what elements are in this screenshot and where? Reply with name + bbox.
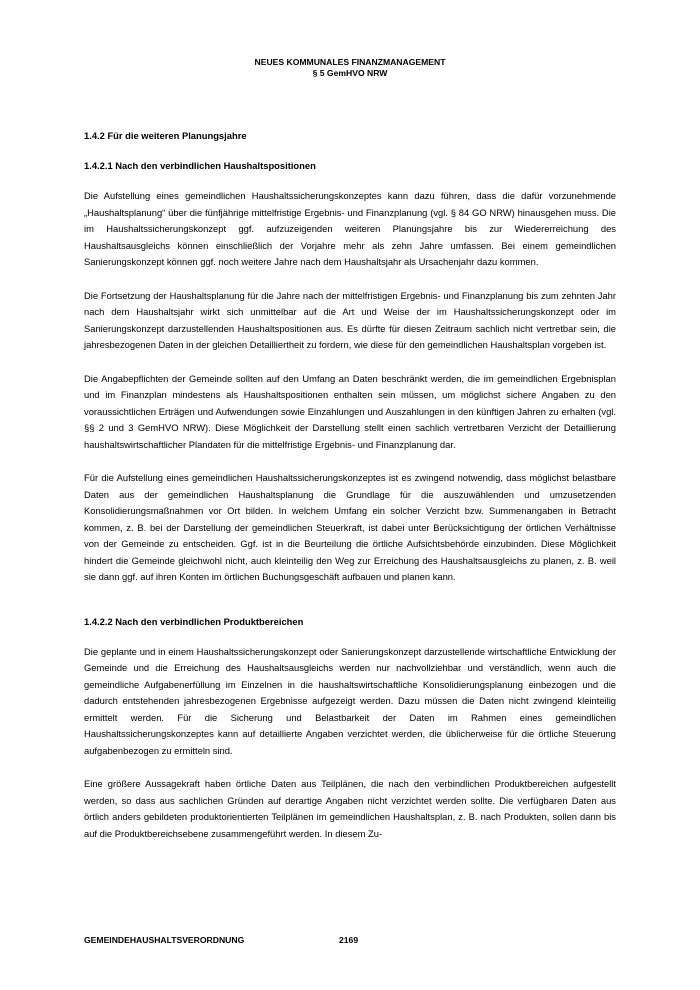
paragraph: Für die Aufstellung eines gemeindlichen Haushaltssicherungskonzeptes ist es zwingend notwendig, dass möglichst belastbare Daten aus der gemeindlichen Haushaltsplanung die Grundlage für die auszuwählenden und umzusetzenden Konsolidierungsmaßnahmen vor Ort bilden. In welchem Umfang ein solcher Verzicht bzw. Summenangaben in Betracht kommen, z. B. bei der Darstellung der gemeindlichen Steuerkraft, ist dabei unter Berücksichtigung der örtlichen Verhältnisse von der Gemeinde zu entscheiden. Ggf. ist in die Beurteilung die örtliche Aufsichtsbehörde einzubinden. Diese Möglichkeit hindert die Gemeinde gleichwohl nicht, auch kleinteilig den Weg zur Erreichung des Haushaltsausgleichs zu planen, z. B. weil sie dann ggf. auf ihren Konten im örtlichen Buchungsgeschäft aufbauen und planen kann. (84, 472, 616, 582)
page-number: 2169 (339, 935, 359, 945)
section-heading-1-4-2: 1.4.2 Für die weiteren Planungsjahre (84, 130, 247, 141)
paragraph: Die geplante und in einem Haushaltssicherungskonzept oder Sanierungskonzept darzustellende wirtschaftliche Entwicklung der Gemeinde und die Erreichung des Haushaltsausgleichs werden nur nachvollziehbar und verständlich, wenn auch die gemeindliche Aufgabenerfüllung im Einzelnen in die haushaltswirtschaftliche Konsolidierungsplanung einbezogen und die dadurch entstehenden jahresbezogenen Ergebnisse aufgezeigt werden. Dazu müssen die Daten nicht zwingend kleinteilig ermittelt werden. Für die Sicherung und Belastbarkeit der Daten im Rahmen eines gemeindlichen Haushaltssicherungskonzeptes kann auf detaillierte Angaben verzichtet werden, die üblicherweise für die örtliche Steuerung aufgabenbezogen zu ermitteln sind. (84, 645, 616, 756)
footer-title: GEMEINDEHAUSHALTSVERORDNUNG (84, 935, 245, 945)
page-footer (84, 935, 359, 946)
paragraph: Die Angabepflichten der Gemeinde sollten auf den Umfang an Daten beschränkt werden, die im gemeindlichen Ergebnisplan und im Finanzplan mindestens als Haushaltspositionen enthalten sein müssen, um möglichst sichere Angaben zu den voraussichtlichen Erträgen und Aufwendungen sowie Einzahlungen und Auszahlungen in den künftigen Jahren zu erhalten (vgl. §§ 2 und 3 GemHVO NRW). Diese Möglichkeit der Darstellung stellt einen sachlich vertretbaren Verzicht der Detaillierung haushaltswirtschaftlicher Plandaten für die mittelfristige Ergebnis- und Finanzplanung dar. (84, 372, 616, 450)
section-heading-1-4-2-2: 1.4.2.2 Nach den verbindlichen Produktbereichen (84, 615, 304, 627)
header-title: NEUES KOMMUNALES FINANZMANAGEMENT (254, 57, 446, 67)
page-header (0, 57, 700, 79)
document-body (84, 130, 616, 842)
paragraph: Die Aufstellung eines gemeindlichen Haushaltssicherungskonzeptes kann dazu führen, dass die dafür vorzunehmende „Haushaltsplanung“ über die fünfjährige mittelfristige Ergebnis- und Finanzplanung (vgl. § 84 GO NRW) hinausgehen muss. Die im Haushaltssicherungskonzept ggf. aufzuzeigenden weiteren Planungsjahre bis zur Wiedererreichung des Haushaltsausgleichs können einschließlich der Vorjahre mehr als zehn Jahre umfassen. Bei einem gemeindlichen Sanierungskonzept können ggf. noch weitere Jahre nach dem Haushaltsjahr als Ursachenjahr dazu kommen. (84, 190, 616, 267)
paragraph: Die Fortsetzung der Haushaltsplanung für die Jahre nach der mittelfristigen Ergebnis- und Finanzplanung bis zum zehnten Jahr nach dem Haushaltsjahr wirkt sich unmittelbar auf die Art und Weise der im Haushaltssicherungskonzept oder im Sanierungskonzept darzustellenden Haushaltspositionen aus. Es dürfte für diesen Zeitraum sachlich nicht vertretbar sein, die jahresbezogenen Daten in der gleichen Detailliertheit zu fordern, wie diese für den gemeindlichen Haushaltsplan vorgeben ist. (84, 289, 616, 350)
header-subtitle: § 5 GemHVO NRW (312, 68, 388, 78)
paragraph: Eine größere Aussagekraft haben örtliche Daten aus Teilplänen, die nach den verbindlichen Produktbereichen aufgestellt werden, so dass aus sachlichen Gründen auf derartige Angaben nicht verzichtet werden sollte. Die verfügbaren Daten aus örtlich anders gebildeten produktorientierten Teilplänen im gemeindlichen Haushaltsplan, z. B. nach Produkten, sollen dann bis auf die Produktbereichsebene zusammengeführt werden. In diesem Zu- (84, 778, 616, 839)
section-heading-1-4-2-1: 1.4.2.1 Nach den verbindlichen Haushaltspositionen (84, 160, 316, 171)
